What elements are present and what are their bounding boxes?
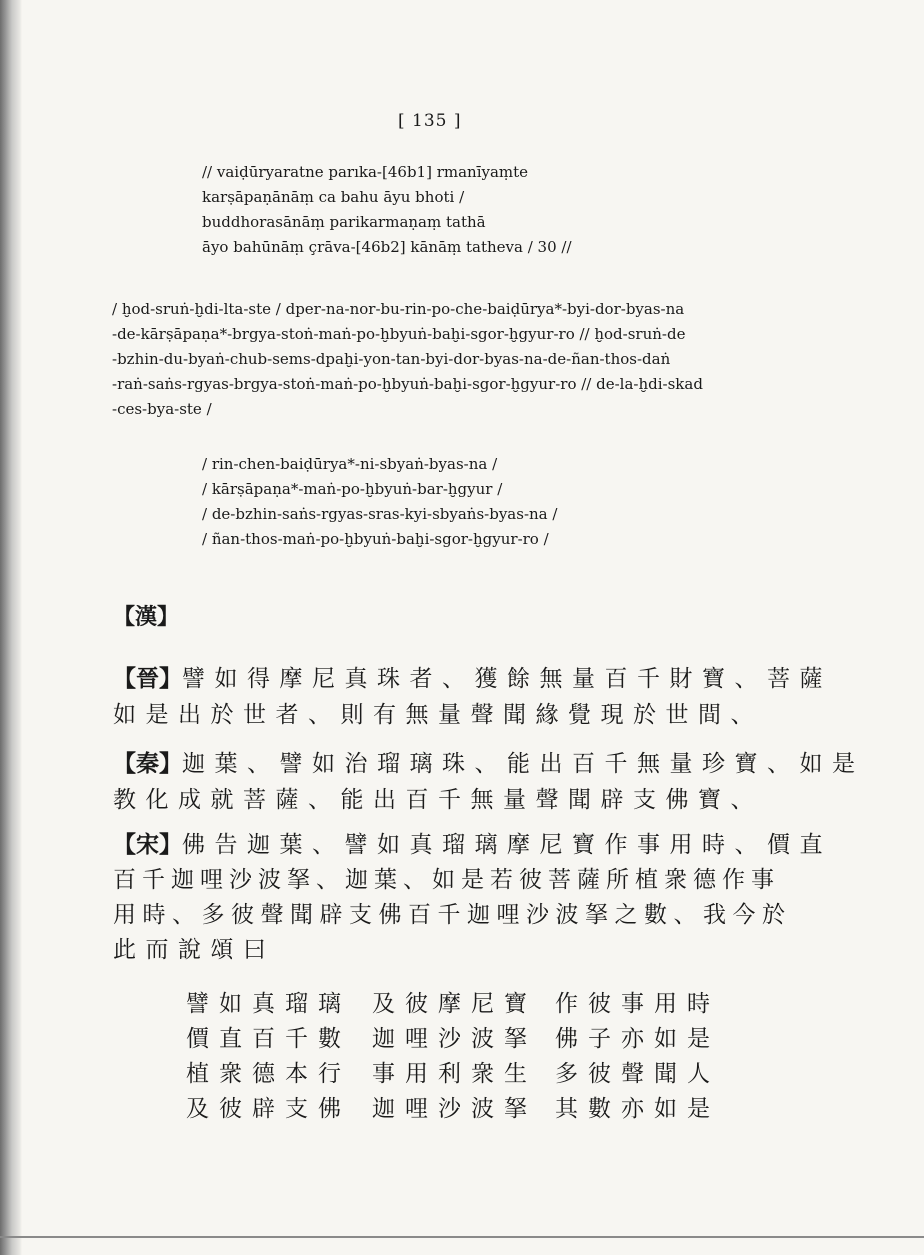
- verse-cell: 及彼摩尼寶: [372, 991, 537, 1017]
- tibetan-verse-line: / kārṣāpaṇa*-maṅ-po-ḫbyuṅ-bar-ḫgyur /: [202, 480, 503, 498]
- verse-cell: 迦哩沙波拏: [372, 1096, 537, 1122]
- sanskrit-verse-line: // vaiḍūryaratne parıka-[46b1] rmanīyaṃte: [202, 163, 529, 181]
- tibetan-verse-line: / de-bzhin-saṅs-rgyas-sras-kyi-sbyaṅs-byas-na /: [202, 505, 558, 523]
- sanskrit-verse-line: āyo bahūnāṃ çrāva-[46b2] kānāṃ tatheva / 30 //: [202, 238, 572, 256]
- sanskrit-verse-line: buddhorasānāṃ parikarmaṇaṃ tathā: [202, 213, 486, 231]
- tibetan-prose-line: -ces-bya-ste /: [112, 400, 212, 418]
- sanskrit-verse-line: karṣāpaṇānāṃ ca bahu āyu bhoti /: [202, 188, 465, 206]
- version-tag-qin: 【秦】: [113, 750, 182, 777]
- chinese-qin-line: [113, 745, 865, 778]
- chinese-qin-text: 迦葉、譬如治瑠璃珠、能出百千無量珍寶、如是: [182, 751, 865, 777]
- chinese-section-heading: 【漢】: [113, 604, 180, 630]
- chinese-song-text: 佛告迦葉、譬如真瑠璃摩尼寶作事用時、價直: [182, 832, 832, 858]
- verse-cell: 價直百千數: [186, 1026, 351, 1052]
- chinese-song-line: [113, 826, 832, 859]
- chinese-qin-line: 教化成就菩薩、能出百千無量聲聞辟支佛寶、: [113, 787, 763, 813]
- scan-bottom-edge: [0, 1236, 924, 1238]
- verse-cell: 作彼事用時: [555, 991, 720, 1017]
- verse-cell: 多彼聲聞人: [555, 1061, 720, 1087]
- page-number: [ 135 ]: [398, 111, 462, 131]
- verse-cell: 譬如真瑠璃: [186, 991, 351, 1017]
- version-tag-jin: 【晉】: [113, 665, 182, 692]
- tibetan-prose-line: -de-kārṣāpaṇa*-brgya-stoṅ-maṅ-po-ḫbyuṅ-baḫi-sgor-ḫgyur-ro // ḫod-sruṅ-de: [112, 325, 686, 343]
- tibetan-prose-line: / ḫod-sruṅ-ḫdi-lta-ste / dper-na-nor-bu-rin-po-che-baiḍūrya*-byi-dor-byas-na: [112, 300, 685, 318]
- book-spine-shadow: [0, 0, 22, 1255]
- verse-cell: 佛子亦如是: [555, 1026, 720, 1052]
- version-tag-song: 【宋】: [113, 831, 182, 858]
- tibetan-prose-line: -bzhin-du-byaṅ-chub-sems-dpaḫi-yon-tan-byi-dor-byas-na-de-ñan-thos-daṅ: [112, 350, 671, 368]
- chinese-song-line: 此而說頌曰: [113, 937, 276, 963]
- tibetan-prose-line: -raṅ-saṅs-rgyas-brgya-stoṅ-maṅ-po-ḫbyuṅ-baḫi-sgor-ḫgyur-ro // de-la-ḫdi-skad: [112, 375, 703, 393]
- chinese-jin-text: 譬如得摩尼真珠者、獲餘無量百千財寶、菩薩: [182, 666, 832, 692]
- chinese-jin-line: 如是出於世者、則有無量聲聞緣覺現於世間、: [113, 702, 763, 728]
- chinese-song-line: 用時、多彼聲聞辟支佛百千迦哩沙波拏之數、我今於: [113, 902, 792, 928]
- verse-cell: 植衆德本行: [186, 1061, 351, 1087]
- verse-cell: 迦哩沙波拏: [372, 1026, 537, 1052]
- chinese-jin-line: [113, 660, 832, 693]
- tibetan-verse-line: / ñan-thos-maṅ-po-ḫbyuṅ-baḫi-sgor-ḫgyur-ro /: [202, 530, 549, 548]
- verse-cell: 其數亦如是: [555, 1096, 720, 1122]
- verse-cell: 及彼辟支佛: [186, 1096, 351, 1122]
- chinese-song-line: 百千迦哩沙波拏、迦葉、如是若彼菩薩所植衆德作事: [113, 867, 780, 893]
- verse-cell: 事用利衆生: [372, 1061, 537, 1087]
- tibetan-verse-line: / rin-chen-baiḍūrya*-ni-sbyaṅ-byas-na /: [202, 455, 498, 473]
